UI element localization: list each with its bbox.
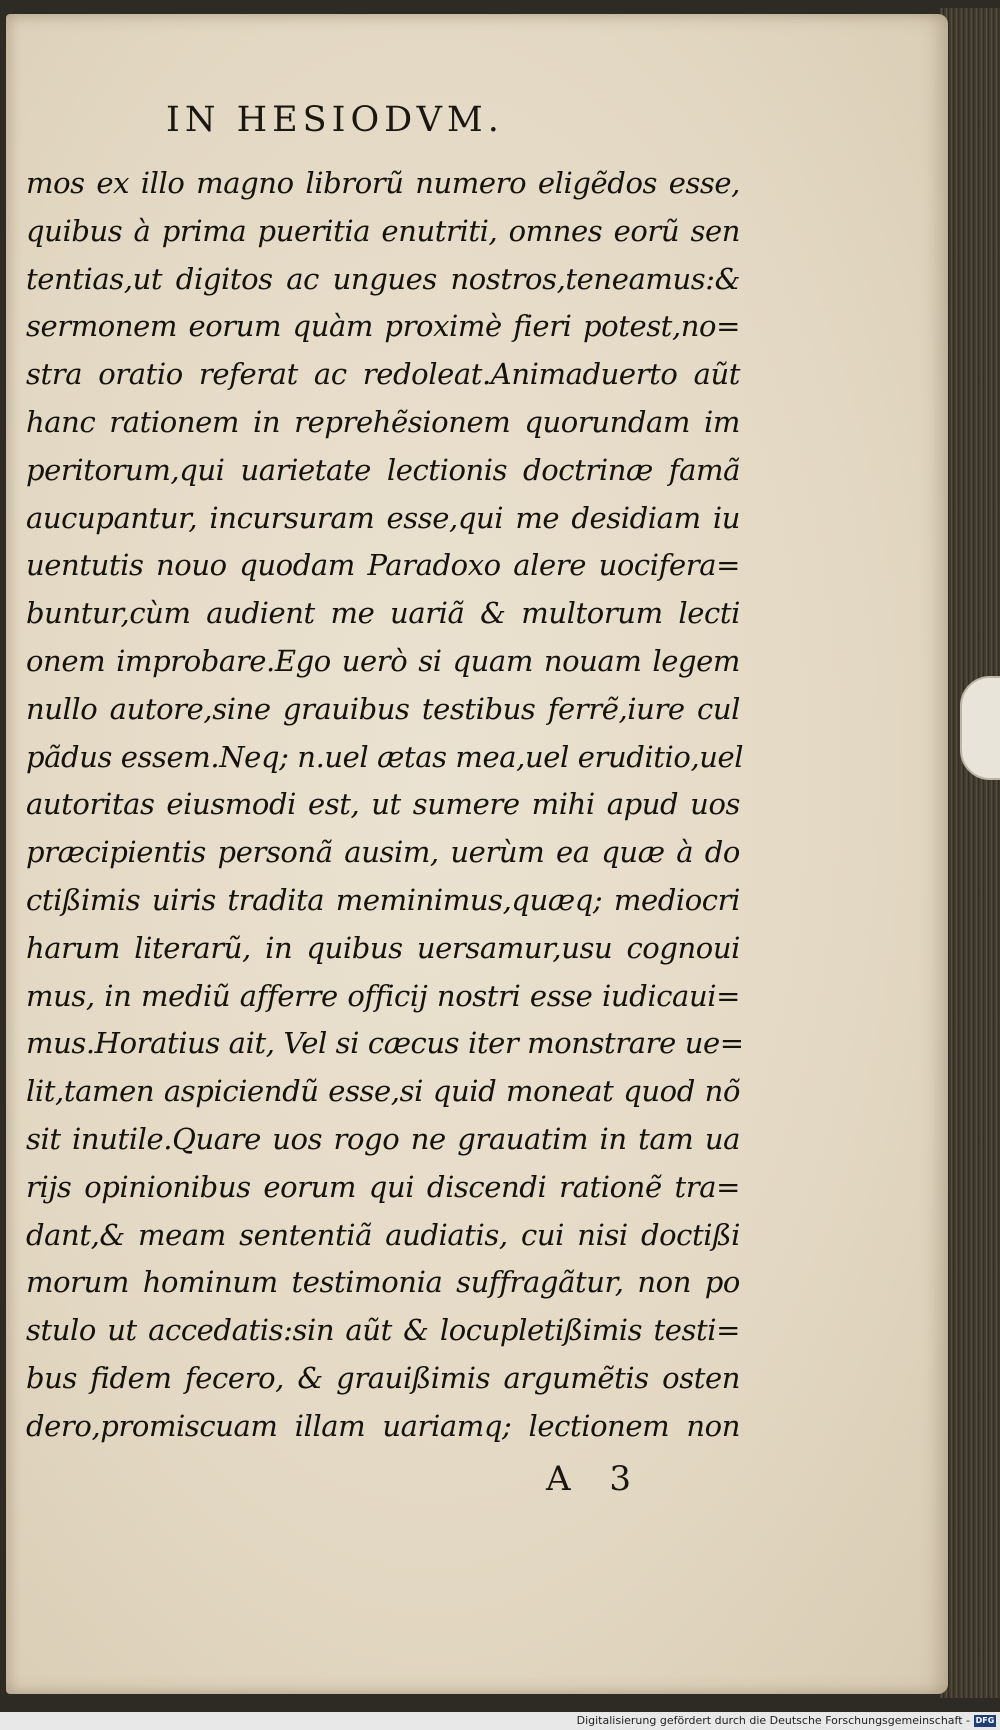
text-line: mus.Horatius ait, Vel si cæcus iter monstrare ue= [26, 1026, 744, 1061]
text-line: dero,promiscuam illam uariamq; lectionem non [26, 1408, 740, 1443]
text-line: uentutis nouo quodam Paradoxo alere uocifera= [26, 548, 740, 583]
book-page-edges [940, 8, 1000, 1698]
text-line: hanc rationem in reprehẽsionem quorundam im [26, 404, 740, 439]
text-line: dant,& meam sententiã audiatis, cui nisi doctißi [26, 1217, 740, 1252]
text-line: quibus à prima pueritia enutriti, omnes eorũ sen [26, 213, 740, 248]
text-line: tentias,ut digitos ac ungues nostros,teneamus:& [26, 261, 740, 296]
text-line: rijs opinionibus eorum qui discendi rationẽ tra= [26, 1169, 740, 1204]
page-tab [960, 676, 1000, 780]
text-line: sit inutile.Quare uos rogo ne grauatim in tam ua [26, 1121, 740, 1156]
dfg-logo: DFG [975, 1716, 995, 1725]
text-line: peritorum,qui uarietate lectionis doctrinæ famã [26, 452, 740, 487]
text-line: lit,tamen aspiciendũ esse,si quid moneat quod nõ [26, 1074, 740, 1109]
book-page [6, 14, 948, 1694]
text-line: præcipientis personã ausim, uerùm ea quæ à do [26, 835, 740, 870]
text-line: nullo autore,sine grauibus testibus ferrẽ,iure cul [26, 691, 740, 726]
text-line: bus fidem fecero, & grauißimis argumẽtis osten [26, 1360, 740, 1395]
text-line: sermonem eorum quàm proximè fieri potest,no= [26, 309, 740, 344]
text-line: onem improbare.Ego uerò si quam nouam legem [26, 643, 740, 678]
text-line: morum hominum testimonia suffragãtur, non po [26, 1265, 740, 1300]
text-line: harum literarũ, in quibus uersamur,usu cognoui [26, 930, 740, 965]
text-line: ctißimis uiris tradita meminimus,quæq; mediocri [26, 882, 740, 917]
text-line: pãdus essem.Neq; n.uel ætas mea,uel eruditio,uel [26, 739, 744, 774]
body-text [26, 160, 744, 1451]
footer-credit: Digitalisierung gefördert durch die Deutsche Forschungsgemeinschaft - [576, 1714, 970, 1727]
signature-mark: A 3 [546, 1459, 645, 1499]
text-line: aucupantur, incursuram esse,qui me desidiam iu [26, 500, 740, 535]
footer-bar [0, 1712, 1000, 1730]
text-line: buntur,cùm audient me uariã & multorum lecti [26, 596, 740, 631]
text-line: stra oratio referat ac redoleat.Animaduerto aũt [26, 357, 740, 392]
text-line: stulo ut accedatis:sin aũt & locupletißimis testi= [26, 1313, 740, 1348]
text-line: mus, in mediũ afferre officij nostri esse iudicaui= [26, 978, 740, 1013]
text-line: mos ex illo magno librorũ numero eligẽdos esse, [26, 166, 740, 200]
running-head: IN HESIODVM. [166, 100, 504, 140]
text-line: autoritas eiusmodi est, ut sumere mihi apud uos [26, 787, 740, 822]
